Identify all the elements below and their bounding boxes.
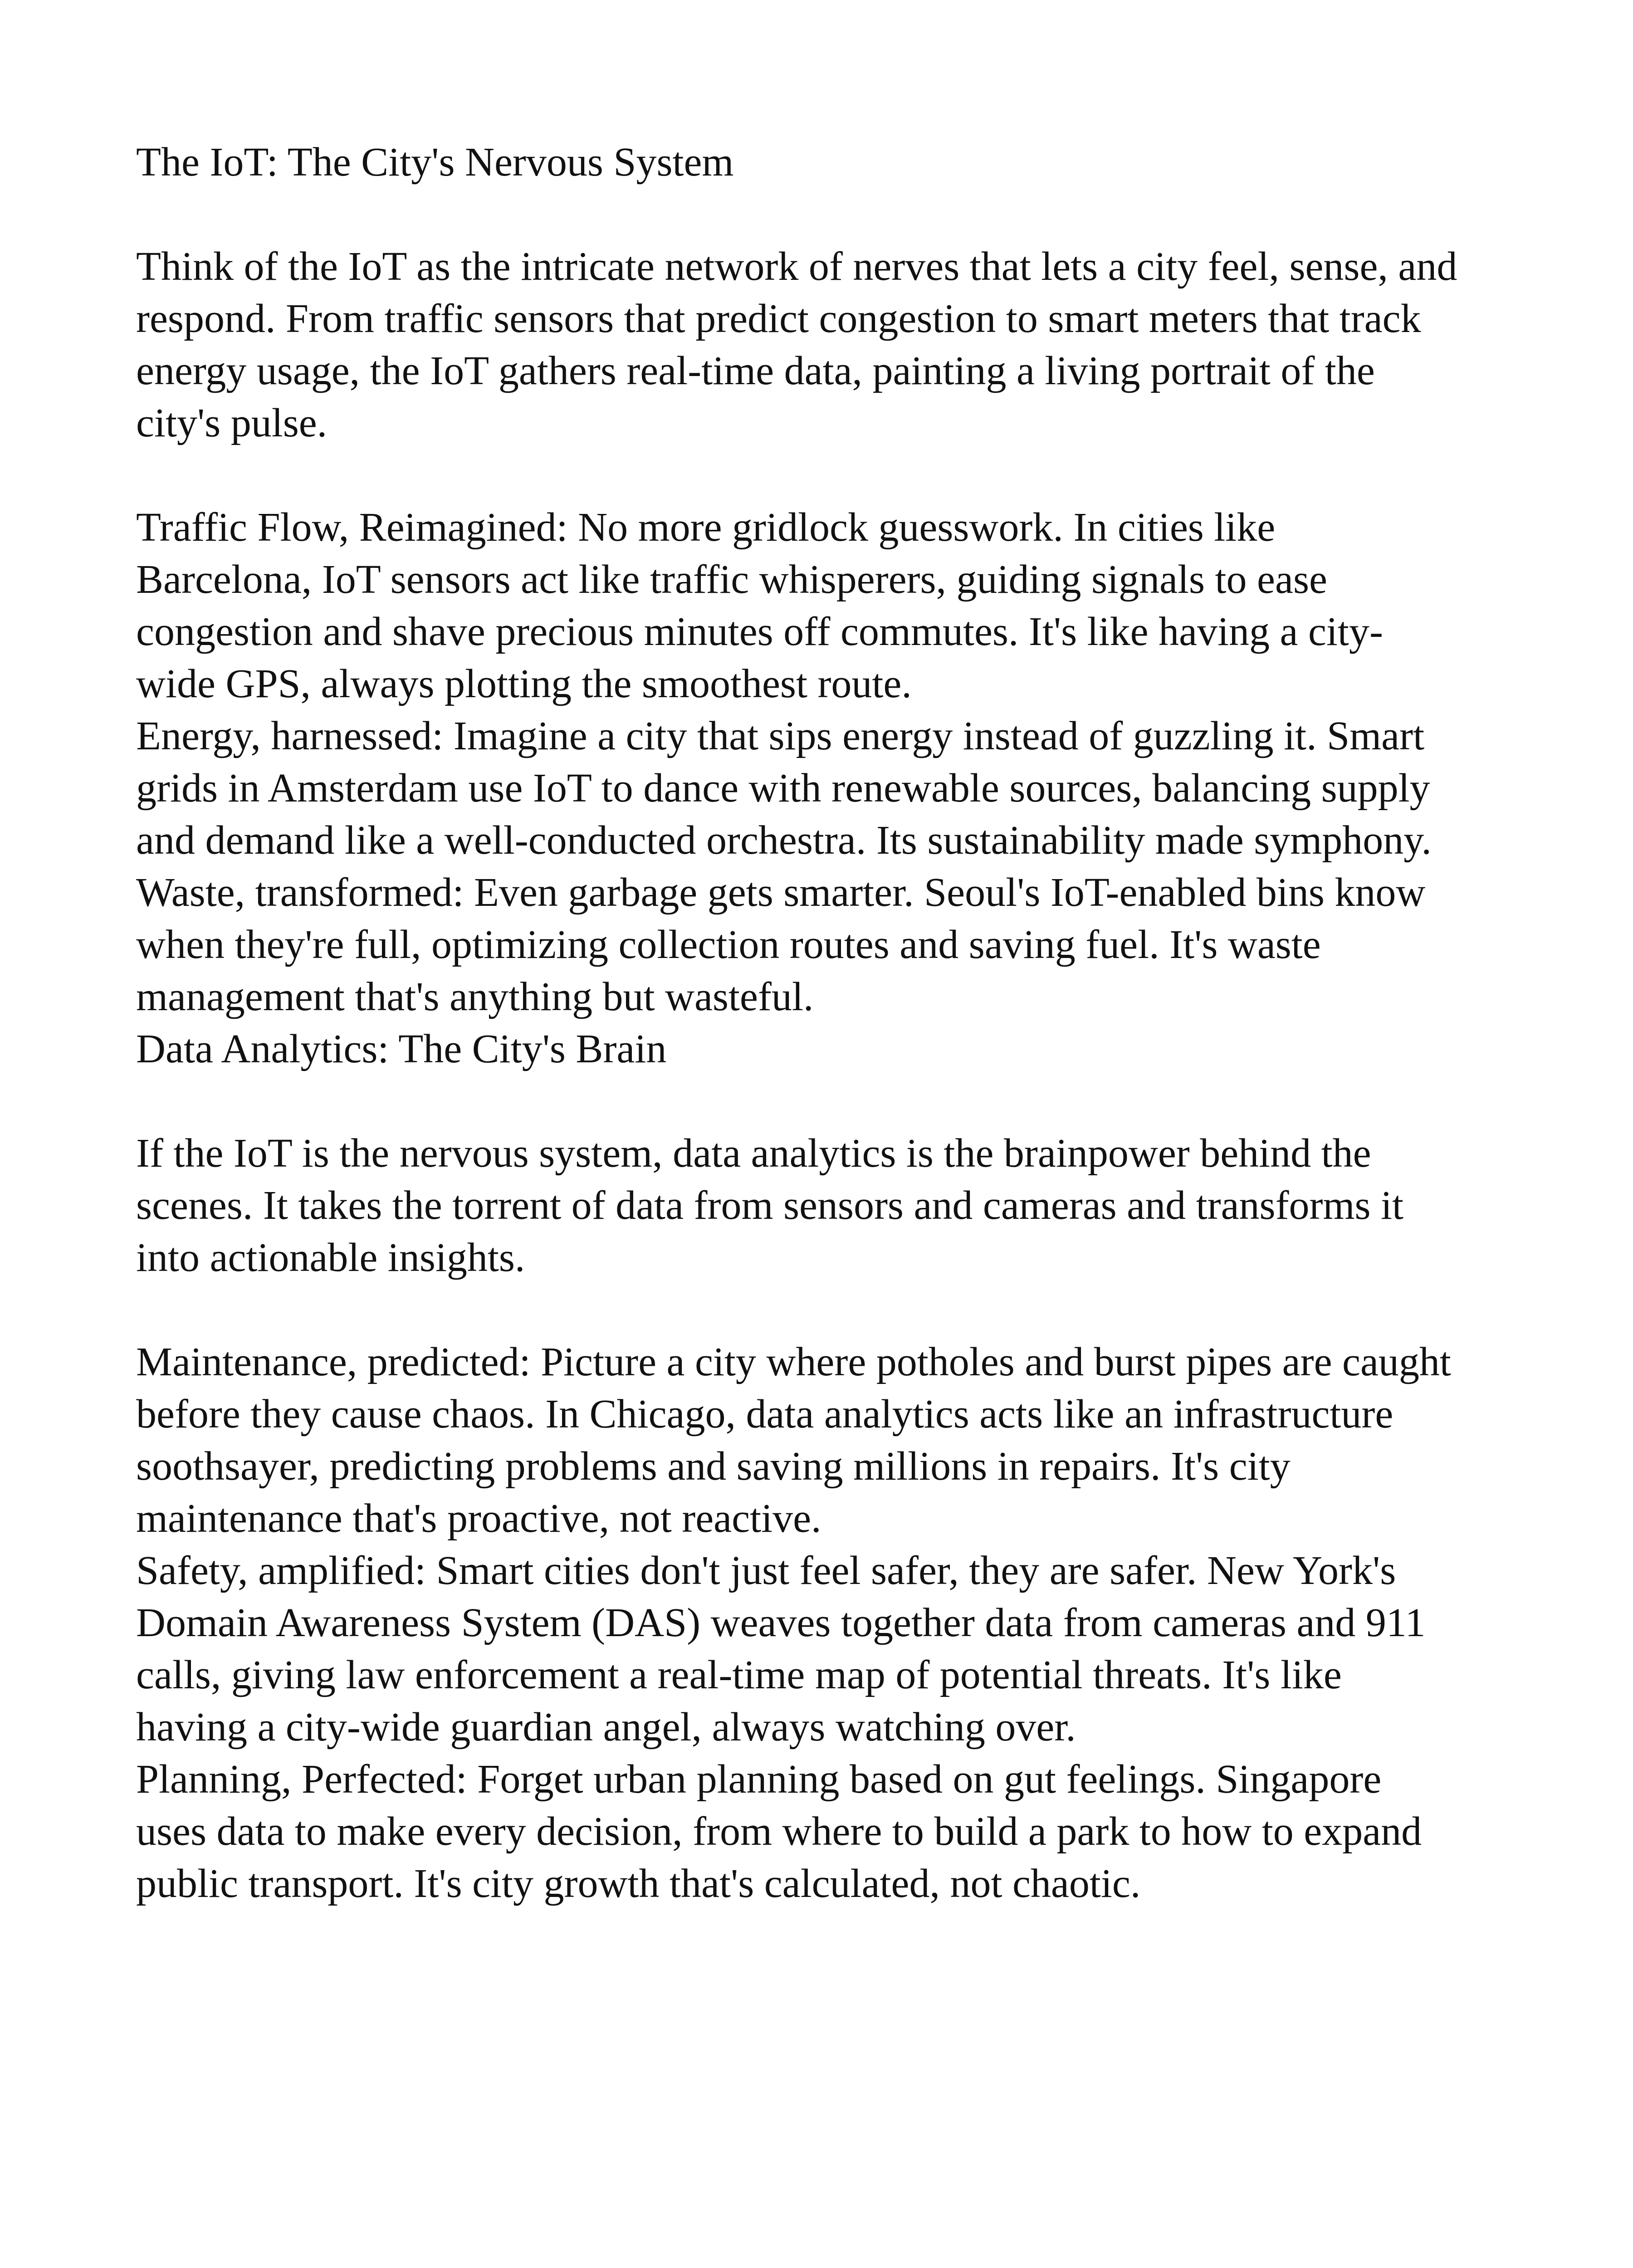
- spacer: [136, 449, 1461, 501]
- paragraph-energy: Energy, harnessed: Imagine a city that sips energy instead of guzzling it. Smart grids in Amsterdam use IoT to dance with renewable sources, balancing supply and demand like a well-conducted orchestra. Its sustainability made symphony.: [136, 714, 1432, 863]
- intro-paragraph-iot: Think of the IoT as the intricate network of nerves that lets a city feel, sense, and respond. From traffic sensors that predict congestion to smart meters that track energy usage, the IoT gathers real-time data, painting a living portrait of the city's pulse.: [136, 244, 1457, 445]
- paragraph-planning: Planning, Perfected: Forget urban planning based on gut feelings. Singapore uses data to make every decision, from where to build a park to how to expand public transport. It's city growth that's calculated, not chaotic.: [136, 1757, 1422, 1906]
- spacer: [136, 188, 1461, 240]
- intro-paragraph-analytics: If the IoT is the nervous system, data analytics is the brainpower behind the scenes. It takes the torrent of data from sensors and cameras and transforms it into actionable insights.: [136, 1131, 1404, 1280]
- paragraph-traffic-flow: Traffic Flow, Reimagined: No more gridlock guesswork. In cities like Barcelona, IoT sensors act like traffic whisperers, guiding signals to ease congestion and shave precious minutes off commutes. It's like having a city-wide GPS, always plotting the smoothest route.: [136, 505, 1383, 706]
- paragraph-waste: Waste, transformed: Even garbage gets smarter. Seoul's IoT-enabled bins know when they're full, optimizing collection routes and saving fuel. It's waste management that's anything but wasteful.: [136, 870, 1426, 1019]
- spacer: [136, 1284, 1461, 1336]
- page-body: [136, 136, 1461, 1910]
- paragraph-maintenance: Maintenance, predicted: Picture a city where potholes and burst pipes are caught before they cause chaos. In Chicago, data analytics acts like an infrastructure soothsayer, predicting problems and saving millions in repairs. It's city maintenance that's proactive, not reactive.: [136, 1339, 1451, 1541]
- section-heading-iot: The IoT: The City's Nervous System: [136, 140, 734, 185]
- section-heading-analytics: Data Analytics: The City's Brain: [136, 1026, 667, 1071]
- spacer: [136, 1075, 1461, 1127]
- paragraph-safety: Safety, amplified: Smart cities don't just feel safer, they are safer. New York's Domain Awareness System (DAS) weaves together data from cameras and 911 calls, giving law enforcement a real-time map of potential threats. It's like having a city-wide guardian angel, always watching over.: [136, 1548, 1426, 1750]
